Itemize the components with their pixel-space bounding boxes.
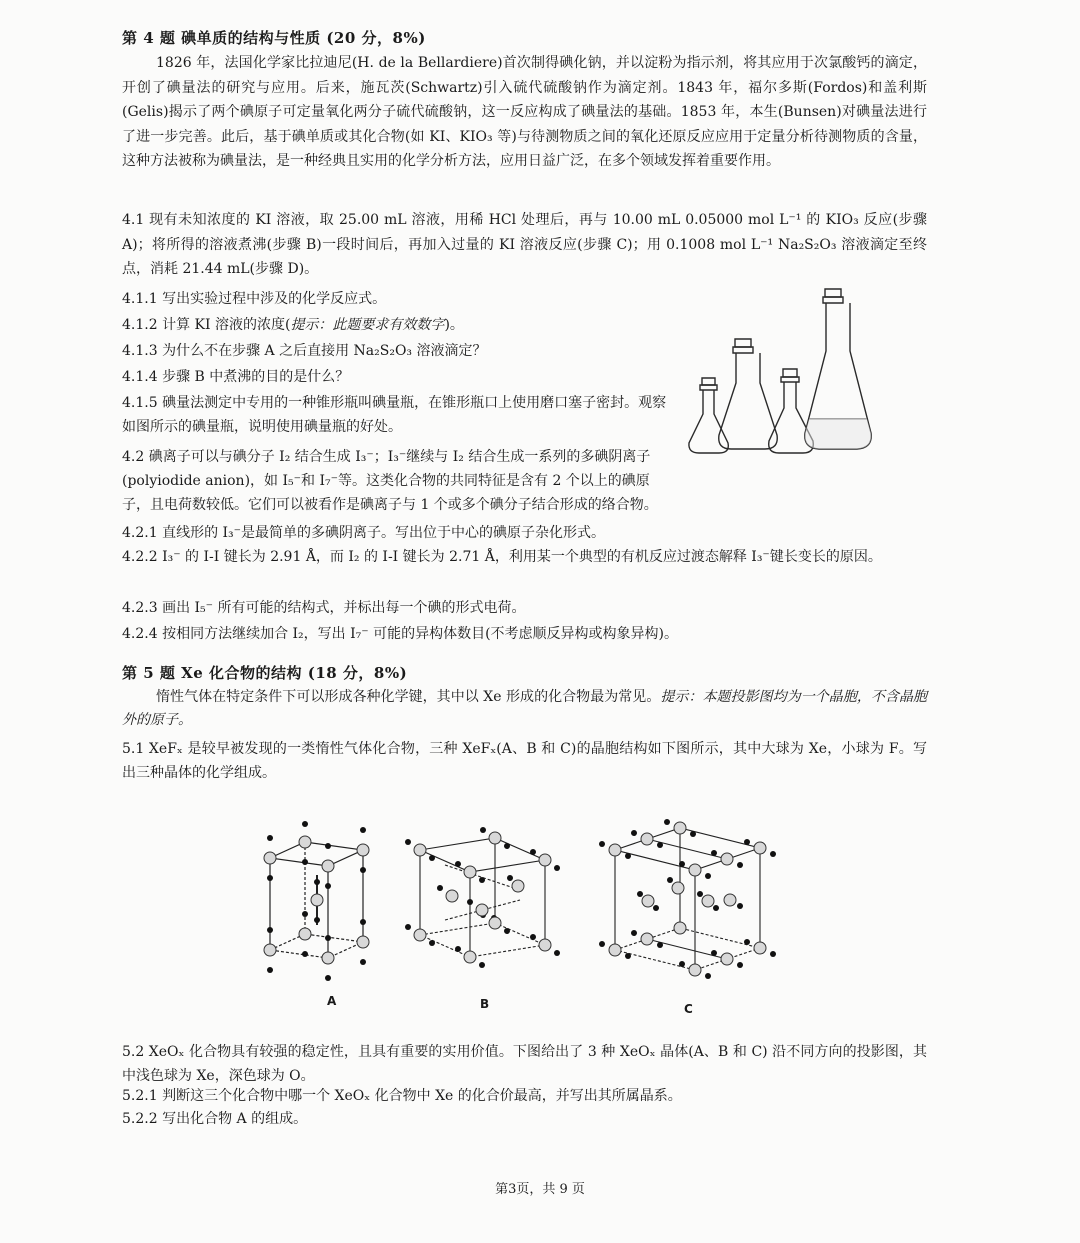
question-4-intro: 1826 年，法国化学家比拉迪尼(H. de la Bellardiere)首次制得碘化钠，并以淀粉为指示剂，将其应用于次氯酸钙的滴定，开创了碘量法的研究与应用。后来，施瓦茨(Schwartz)引入硫代硫酸钠作为滴定剂。1843 年，福尔多斯(Fordos)和盖利斯(Gelis)揭示了两个碘原子可定量氧化两分子硫代硫酸钠，这一反应构成了碘量法的基础。1853 年，本生(Bunsen)对碘量法进行了进一步完善。此后，基于碘单质或其化合物(如 KI、KIO₃ 等)与待测物质之间的氧化还原反应应用于定量分析待测物质的含量，这种方法被称为碘量法，是一种经典且实用的化学分析方法，应用日益广泛，在多个领域发挥着重要作用。 (122, 55, 927, 169)
question-5-2-1: 5.2.1 判断这三个化合物中哪一个 XeOₓ 化合物中 Xe 的化合价最高，并写出其所属晶系。 (122, 1088, 682, 1104)
question-4-1: 4.1 现有未知浓度的 KI 溶液，取 25.00 mL 溶液，用稀 HCl 处理后，再与 10.00 mL 0.05000 mol L⁻¹ 的 KIO₃ 反应(步骤 A)；将所得的溶液煮沸(步骤 B)一段时间后，再加入过量的 KI 溶液反应(步骤 C)；用 0.1008 mol L⁻¹ Na₂S₂O₃ 溶液滴定至终点，消耗 21.44 mL(步骤 D)。 (122, 212, 927, 277)
question-5-title: 第 5 题 Xe 化合物的结构 (18 分，8%) (122, 664, 408, 682)
crystal-label-b: B (480, 997, 490, 1011)
iodine-flask-illustration (685, 283, 885, 463)
crystal-structure-c (590, 810, 780, 995)
question-4-1-5: 4.1.5 碘量法测定中专用的一种锥形瓶叫碘量瓶，在锥形瓶口上使用磨口塞子密封。观察如图所示的碘量瓶，说明使用碘量瓶的好处。 (122, 395, 667, 435)
crystal-label-c: C (684, 1002, 693, 1016)
question-4-2-2: 4.2.2 I₃⁻ 的 I-I 键长为 2.91 Å，而 I₂ 的 I-I 键长为 2.71 Å，利用某一个典型的有机反应过渡态解释 I₃⁻键长变长的原因。 (122, 549, 882, 565)
question-4-1-3: 4.1.3 为什么不在步骤 A 之后直接用 Na₂S₂O₃ 溶液滴定？ (122, 343, 487, 359)
question-4-1-2 (122, 314, 464, 336)
question-5-intro-hint: 提示：本题投影图均为一个晶胞，不含晶胞外的原子。 (122, 689, 928, 728)
question-5-2-2: 5.2.2 写出化合物 A 的组成。 (122, 1111, 308, 1127)
question-5-intro (122, 686, 927, 732)
page-footer: 第3页，共 9 页 (495, 1182, 585, 1197)
question-5-1: 5.1 XeFₓ 是较早被发现的一类惰性气体化合物，三种 XeFₓ(A、B 和 C)的晶胞结构如下图所示，其中大球为 Xe，小球为 F。写出三种晶体的化学组成。 (122, 741, 927, 781)
question-5-intro-text: 惰性气体在特定条件下可以形成各种化学键，其中以 Xe 形成的化合物最为常见。 (156, 689, 661, 705)
question-4-title: 第 4 题 碘单质的结构与性质 (20 分，8%) (122, 29, 426, 47)
question-4-1-2-text: 4.1.2 计算 KI 溶液的浓度( (122, 317, 291, 333)
question-4-1-4: 4.1.4 步骤 B 中煮沸的目的是什么？ (122, 369, 350, 385)
crystal-structure-b (400, 820, 565, 995)
crystal-label-a: A (327, 994, 337, 1008)
question-4-2-1: 4.2.1 直线形的 I₃⁻是最简单的多碘阴离子。写出位于中心的碘原子杂化形式。 (122, 525, 606, 541)
question-4-2-3: 4.2.3 画出 I₅⁻ 所有可能的结构式，并标出每一个碘的形式电荷。 (122, 600, 526, 616)
question-4-2: 4.2 碘离子可以与碘分子 I₂ 结合生成 I₃⁻；I₃⁻继续与 I₂ 结合生成一系列的多碘阴离子(polyiodide anion)，如 I₅⁻和 I₇⁻等。这类化合物的共同特征是含有 2 个以上的碘原子，且电荷数较低。它们可以被看作是碘离子与 1 个或多个碘分子结合形成的络合物。 (122, 449, 658, 513)
crystal-structure-a (255, 820, 395, 995)
question-5-2: 5.2 XeOₓ 化合物具有较强的稳定性，且具有重要的实用价值。下图给出了 3 种 XeOₓ 晶体(A、B 和 C) 沿不同方向的投影图，其中浅色球为 Xe，深色球为 O。 (122, 1044, 927, 1084)
question-4-1-2-hint: 提示：此题要求有效数字 (290, 317, 445, 333)
flask-small (689, 378, 728, 453)
flask-medium (719, 339, 778, 449)
question-4-1-2-end: )。 (444, 317, 464, 333)
question-4-1-1: 4.1.1 写出实验过程中涉及的化学反应式。 (122, 291, 387, 307)
question-4-2-4: 4.2.4 按相同方法继续加合 I₂，写出 I₇⁻ 可能的异构体数目(不考虑顺反异构或构象异构)。 (122, 626, 679, 642)
